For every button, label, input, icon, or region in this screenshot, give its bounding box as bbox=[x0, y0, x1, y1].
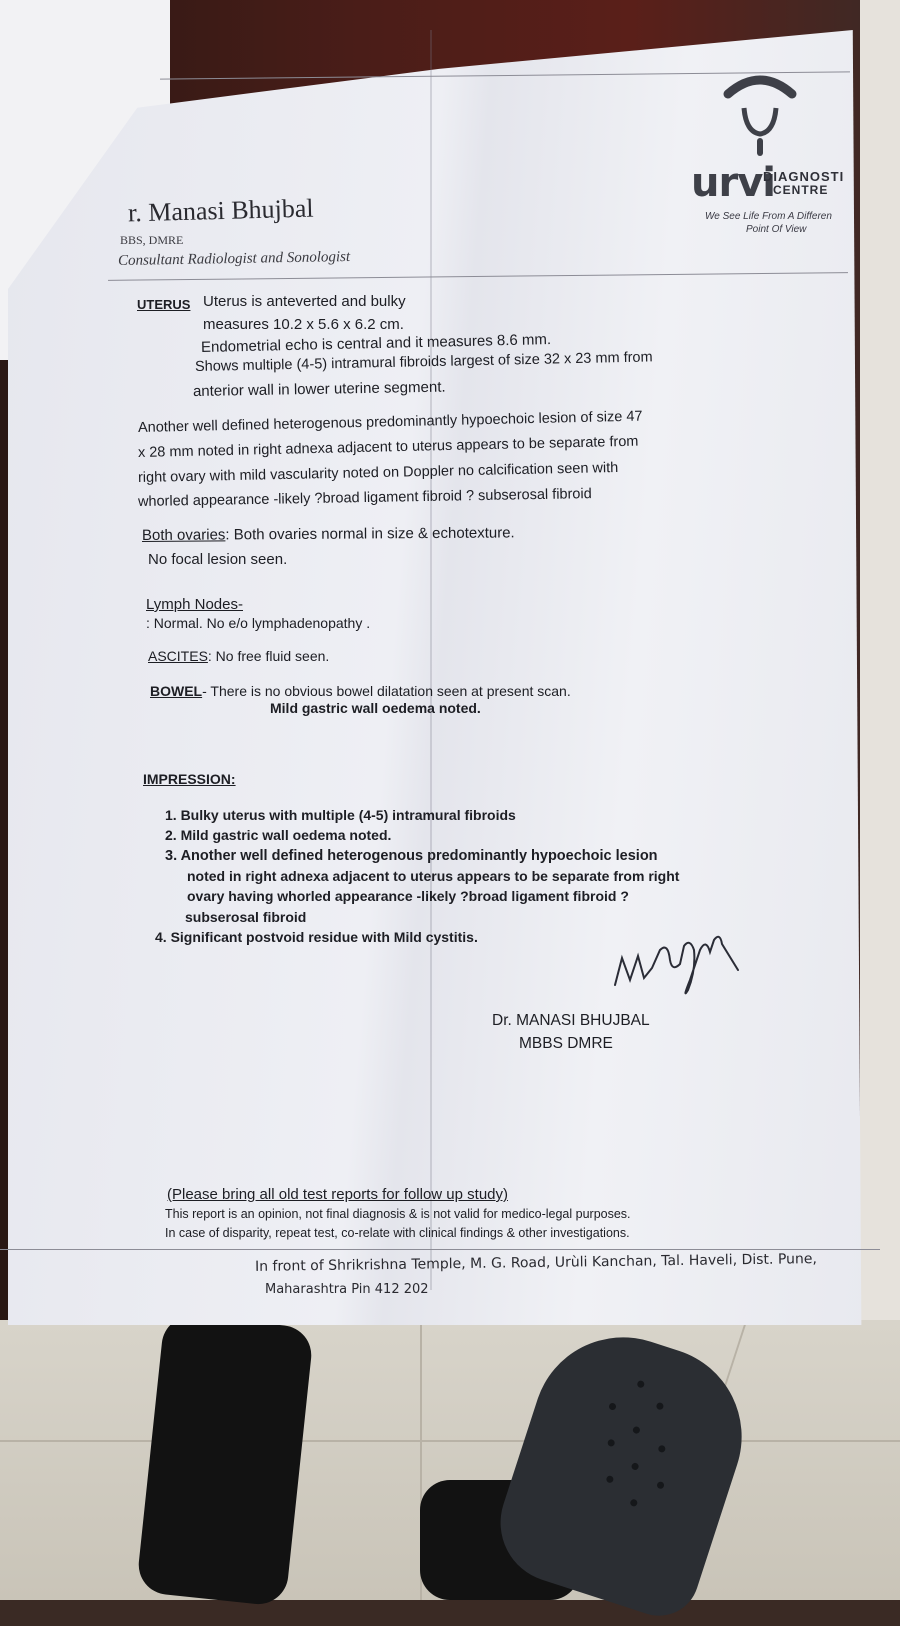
disclaimer-line: This report is an opinion, not final diagnosis & is not valid for medico-legal purposes. bbox=[165, 1207, 631, 1221]
impression-item: 4. Significant postvoid residue with Mild cystitis. bbox=[155, 929, 478, 945]
ascites-line bbox=[148, 648, 329, 664]
impression-item: ovary having whorled appearance -likely ?broad ligament fibroid ? bbox=[187, 888, 629, 904]
tagline-continued: Point Of View bbox=[746, 224, 807, 235]
lesion-line: x 28 mm noted in right adnexa adjacent to uterus appears to be separate from bbox=[137, 433, 639, 461]
impression-item: 3. Another well defined heterogenous predominantly hypoechoic lesion bbox=[165, 848, 658, 864]
address-continued: Maharashtra Pin 412 202 bbox=[265, 1282, 429, 1297]
ovaries-heading: Both ovaries bbox=[141, 526, 226, 544]
lymph-text: : Normal. No e/o lymphadenopathy . bbox=[146, 615, 371, 631]
uterus-line: anterior wall in lower uterine segment. bbox=[192, 378, 446, 400]
paper-fold bbox=[430, 30, 432, 1290]
lesion-line: Another well defined heterogenous predominantly hypoechoic lesion of size 47 bbox=[137, 408, 643, 436]
handwritten-signature bbox=[610, 920, 750, 1000]
footer-divider bbox=[0, 1249, 880, 1250]
logo-centre: CENTRE bbox=[773, 183, 829, 197]
bowel-text: - There is no obvious bowel dilatation seen at present scan. bbox=[202, 683, 571, 699]
signature-name: Dr. MANASI BHUJBAL bbox=[492, 1012, 650, 1029]
tile-seam bbox=[0, 1440, 900, 1442]
impression-item: 2. Mild gastric wall oedema noted. bbox=[165, 827, 392, 843]
ascites-heading: ASCITES bbox=[148, 648, 208, 664]
tagline: We See Life From A Differen bbox=[705, 211, 832, 222]
disclaimer-line: In case of disparity, repeat test, co-relate with clinical findings & other investigations. bbox=[165, 1226, 630, 1240]
logo-diagnostic: DIAGNOSTI bbox=[763, 169, 845, 184]
bowel-heading: BOWEL bbox=[150, 683, 203, 699]
uterus-line: Uterus is anteverted and bulky bbox=[203, 293, 406, 310]
doctor-degree: BBS, DMRE bbox=[120, 233, 184, 247]
ovaries-line bbox=[142, 524, 515, 544]
address: In front of Shrikrishna Temple, M. G. Road, Urùli Kanchan, Tal. Haveli, Dist. Pune, bbox=[254, 1251, 818, 1275]
ascites-text: : No free fluid seen. bbox=[207, 648, 330, 664]
uterus-heading: UTERUS bbox=[137, 297, 191, 312]
uterus-line: measures 10.2 x 5.6 x 6.2 cm. bbox=[203, 316, 404, 333]
uterus-line: Endometrial echo is central and it measures 8.6 mm. bbox=[200, 331, 552, 356]
bowel-line bbox=[150, 683, 571, 699]
lesion-line: right ovary with mild vascularity noted on Doppler no calcification seen with bbox=[137, 459, 619, 486]
ovaries-text: : Both ovaries normal in size & echotexture. bbox=[225, 524, 515, 544]
urvi-logo-icon bbox=[720, 72, 800, 162]
bowel-text-2: Mild gastric wall oedema noted. bbox=[270, 700, 481, 716]
right-background bbox=[860, 0, 900, 1320]
impression-item: 1. Bulky uterus with multiple (4-5) intramural fibroids bbox=[165, 807, 516, 823]
ovaries-text-2: No focal lesion seen. bbox=[148, 551, 288, 568]
impression-heading: IMPRESSION: bbox=[143, 771, 236, 787]
lesion-line: whorled appearance -likely ?broad ligament fibroid ? subserosal fibroid bbox=[137, 486, 592, 510]
left-leg bbox=[136, 1313, 314, 1607]
followup-note: (Please bring all old test reports for follow up study) bbox=[167, 1186, 508, 1203]
signature-degree: MBBS DMRE bbox=[519, 1035, 613, 1052]
impression-item: noted in right adnexa adjacent to uterus appears to be separate from right bbox=[187, 868, 680, 884]
impression-item: subserosal fibroid bbox=[185, 909, 307, 925]
uterus-line: Shows multiple (4-5) intramural fibroids largest of size 32 x 23 mm from bbox=[194, 349, 653, 375]
lymph-heading: Lymph Nodes- bbox=[146, 596, 243, 613]
doctor-title: Consultant Radiologist and Sonologist bbox=[117, 248, 351, 270]
doctor-name: r. Manasi Bhujbal bbox=[127, 193, 314, 228]
logo-wordmark: urvi bbox=[691, 160, 775, 206]
